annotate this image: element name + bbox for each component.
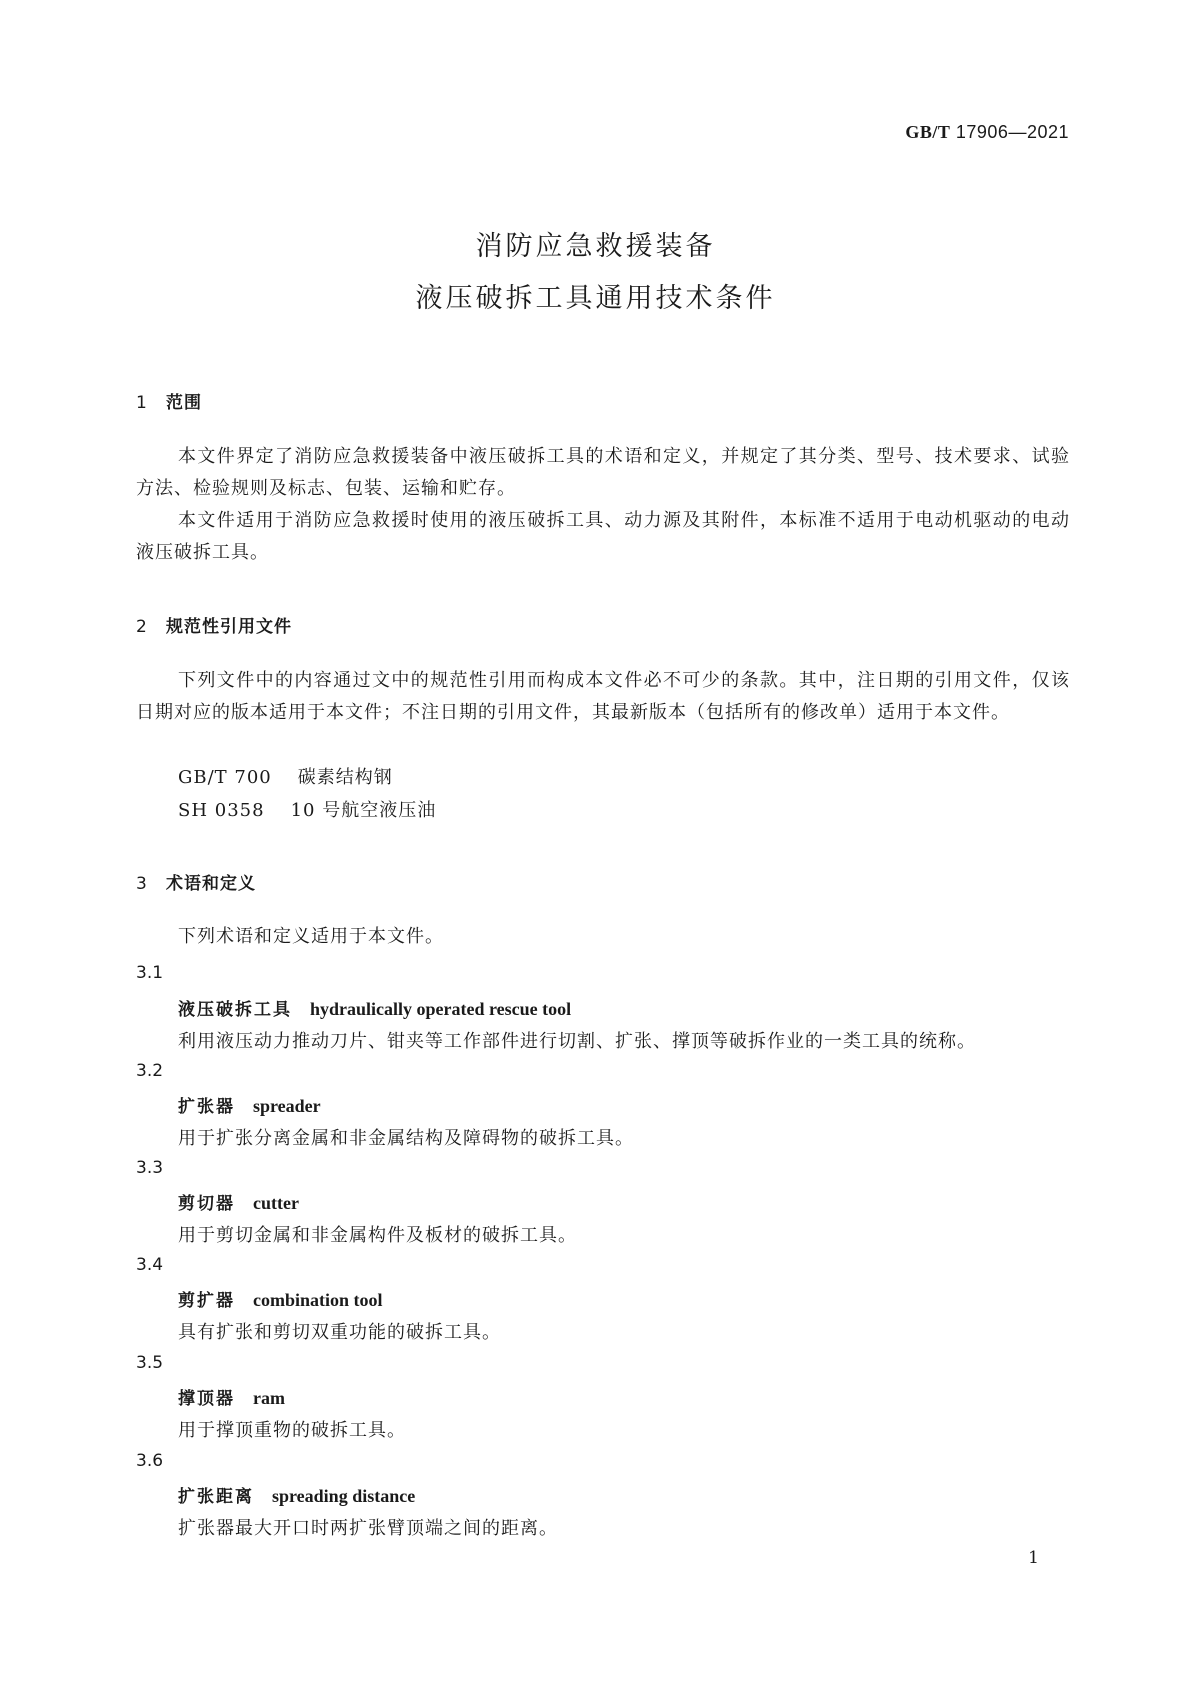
term-definition: 扩张器最大开口时两扩张臂顶端之间的距离。 — [178, 1518, 558, 1539]
section-number: 3 — [136, 874, 148, 894]
section-title: 规范性引用文件 — [166, 617, 292, 637]
standard-code — [905, 122, 1069, 143]
term-heading — [178, 1482, 415, 1507]
term-chinese: 剪扩器 — [178, 1291, 235, 1311]
term-heading — [178, 1384, 285, 1409]
term-definition: 用于扩张分离金属和非金属结构及障碍物的破拆工具。 — [178, 1128, 634, 1149]
reference-title: 10 号航空液压油 — [290, 800, 437, 821]
document-title-line2: 液压破拆工具通用技术条件 — [415, 283, 776, 314]
term-number: 3.3 — [136, 1158, 164, 1178]
term-english: hydraulically operated rescue tool — [310, 999, 572, 1019]
term-chinese: 撑顶器 — [178, 1389, 235, 1409]
term-number: 3.2 — [136, 1061, 164, 1081]
section-1-heading — [136, 388, 202, 413]
term-chinese: 液压破拆工具 — [178, 1000, 292, 1020]
reference-item — [178, 796, 436, 822]
term-english: ram — [253, 1388, 285, 1408]
term-heading — [178, 995, 571, 1020]
reference-title: 碳素结构钢 — [297, 767, 393, 788]
page-number: 1 — [1028, 1548, 1039, 1568]
section-number: 2 — [136, 617, 148, 637]
term-heading — [178, 1189, 299, 1214]
term-number: 3.1 — [136, 963, 164, 983]
term-heading — [178, 1092, 321, 1117]
section-3-intro: 下列术语和定义适用于本文件。 — [178, 926, 444, 947]
term-definition: 利用液压动力推动刀片、钳夹等工作部件进行切割、扩张、撑顶等破拆作业的一类工具的统称。 — [178, 1031, 976, 1052]
reference-item — [178, 763, 393, 789]
term-chinese: 扩张距离 — [178, 1487, 254, 1507]
section-3-heading — [136, 869, 256, 894]
term-heading — [178, 1286, 383, 1311]
term-chinese: 剪切器 — [178, 1194, 235, 1214]
section-1-paragraph-1: 本文件界定了消防应急救援装备中液压破拆工具的术语和定义，并规定了其分类、型号、技术要求、试验方法、检验规则及标志、包装、运输和贮存。 — [136, 446, 1070, 499]
term-definition: 用于剪切金属和非金属构件及板材的破拆工具。 — [178, 1225, 577, 1246]
document-title-line1: 消防应急救援装备 — [475, 231, 716, 262]
standard-number: 17906—2021 — [955, 122, 1069, 142]
term-english: spreading distance — [272, 1486, 416, 1506]
term-chinese: 扩张器 — [178, 1097, 235, 1117]
section-title: 范围 — [166, 393, 202, 413]
term-number: 3.5 — [136, 1353, 164, 1373]
term-english: combination tool — [253, 1290, 383, 1310]
standard-prefix: GB/T — [905, 122, 951, 142]
term-english: spreader — [253, 1096, 321, 1116]
section-2-heading — [136, 612, 292, 637]
section-title: 术语和定义 — [166, 874, 256, 894]
section-2-paragraph: 下列文件中的内容通过文中的规范性引用而构成本文件必不可少的条款。其中，注日期的引用文件，仅该日期对应的版本适用于本文件；不注日期的引用文件，其最新版本（包括所有的修改单）适用于本文件。 — [136, 670, 1070, 723]
term-definition: 用于撑顶重物的破拆工具。 — [178, 1420, 406, 1441]
section-1-paragraph-2: 本文件适用于消防应急救援时使用的液压破拆工具、动力源及其附件，本标准不适用于电动机驱动的电动液压破拆工具。 — [136, 510, 1070, 563]
term-number: 3.6 — [136, 1451, 164, 1471]
term-definition: 具有扩张和剪切双重功能的破拆工具。 — [178, 1322, 501, 1343]
section-number: 1 — [136, 393, 148, 413]
term-english: cutter — [253, 1193, 299, 1213]
reference-code: SH 0358 — [178, 800, 265, 821]
reference-code: GB/T 700 — [178, 767, 272, 788]
term-number: 3.4 — [136, 1255, 164, 1275]
